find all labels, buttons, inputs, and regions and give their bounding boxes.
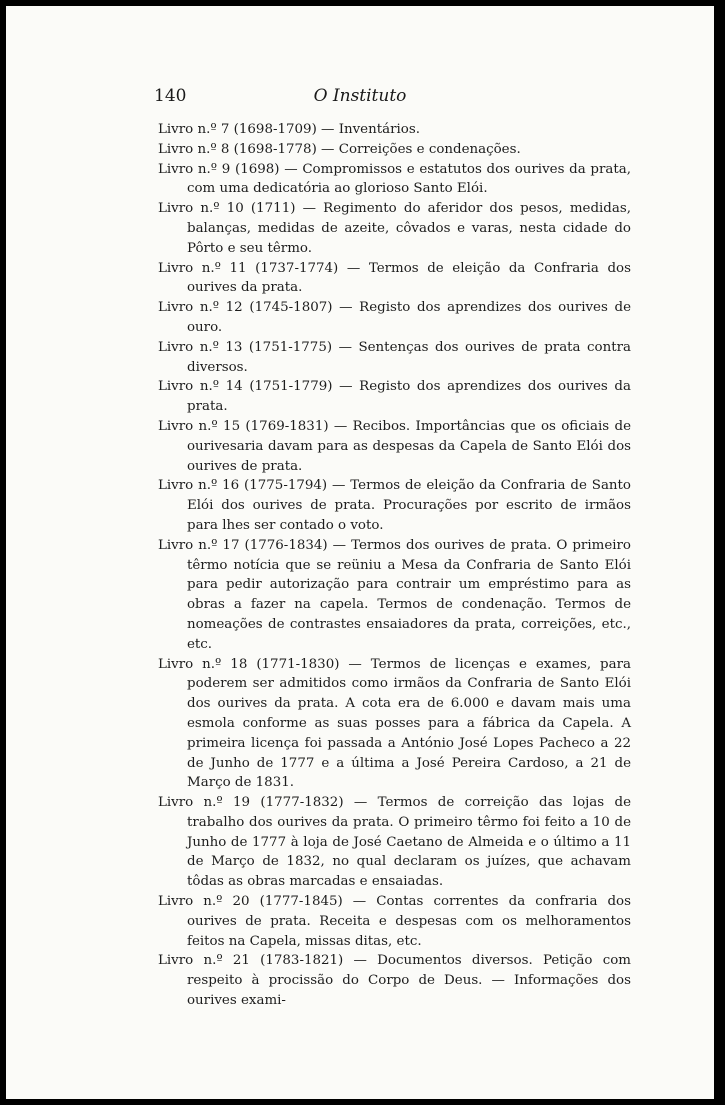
list-item: Livro n.º 15 (1769-1831) — Recibos. Importâncias que os oficiais de ourivesaria davam para as despesas da Capela de Santo Elói dos ourives de prata. xyxy=(158,418,631,474)
list-item: Livro n.º 10 (1711) — Regimento do aferidor dos pesos, medidas, balanças, medidas de azeite, côvados e varas, nesta cidade do Pôrto e seu têrmo. xyxy=(158,201,631,256)
list-item: Livro n.º 18 (1771-1830) — Termos de licenças e exames, para poderem ser admitidos como irmãos da Confraria de Santo Elói dos ourives da prata. A cota era de 6.000 e davam mais uma esmola conforme as suas posses para a fábrica da Capela. A primeira licença foi passada a António José Lopes Pacheco a 22 de Junho de 1777 e a última a José Pereira Cardoso, a 21 de Março de 1831. xyxy=(158,656,631,791)
list-item: Livro n.º 12 (1745-1807) — Registo dos aprendizes dos ourives de ouro. xyxy=(158,300,631,335)
list-item: Livro n.º 20 (1777-1845) — Contas correntes da confraria dos ourives de prata. Receita e despesas com os melhoramentos feitos na Capela, missas ditas, etc. xyxy=(158,894,631,949)
list-item: Livro n.º 16 (1775-1794) — Termos de eleição da Confraria de Santo Elói dos ourives de prata. Procurações por escrito de irmãos para lhes ser contado o voto. xyxy=(158,478,631,533)
list-item: Livro n.º 7 (1698-1709) — Inventários. xyxy=(158,122,420,137)
page-number: 140 xyxy=(154,86,187,106)
list-item: Livro n.º 11 (1737-1774) — Termos de eleição da Confraria dos ourives da prata. xyxy=(158,260,631,296)
list-item: Livro n.º 13 (1751-1775) — Sentenças dos ourives de prata contra diversos. xyxy=(158,339,631,375)
running-title: O Instituto xyxy=(313,86,407,106)
body-text xyxy=(158,120,631,1011)
list-item: Livro n.º 9 (1698) — Compromissos e estatutos dos ourives da prata, com uma dedicatória ao glorioso Santo Elói. xyxy=(158,161,631,197)
document-page xyxy=(6,6,714,1099)
list-item: Livro n.º 19 (1777-1832) — Termos de correição das lojas de trabalho dos ourives da prata. O primeiro têrmo foi feito a 10 de Junho de 1777 à loja de José Caetano de Almeida e o último a 11 de Março de 1832, no qual declaram os juízes, que achavam tôdas as obras marcadas e ensaiadas. xyxy=(158,795,631,890)
list-item: Livro n.º 21 (1783-1821) — Documentos diversos. Petição com respeito à procissão do Corpo de Deus. — Informações dos ourives exami- xyxy=(158,953,631,1009)
list-item: Livro n.º 14 (1751-1779) — Registo dos aprendizes dos ourives da prata. xyxy=(158,379,631,415)
list-item: Livro n.º 8 (1698-1778) — Correições e condenações. xyxy=(158,141,521,157)
list-item: Livro n.º 17 (1776-1834) — Termos dos ourives de prata. O primeiro têrmo notícia que se reüniu a Mesa da Confraria de Santo Elói para pedir autorização para contrair um empréstimo para as obras a fazer na capela. Termos de condenação. Termos de nomeações de contrastes ensaiadores da prata, correições, etc., etc. xyxy=(158,537,631,652)
page-header xyxy=(6,86,714,110)
